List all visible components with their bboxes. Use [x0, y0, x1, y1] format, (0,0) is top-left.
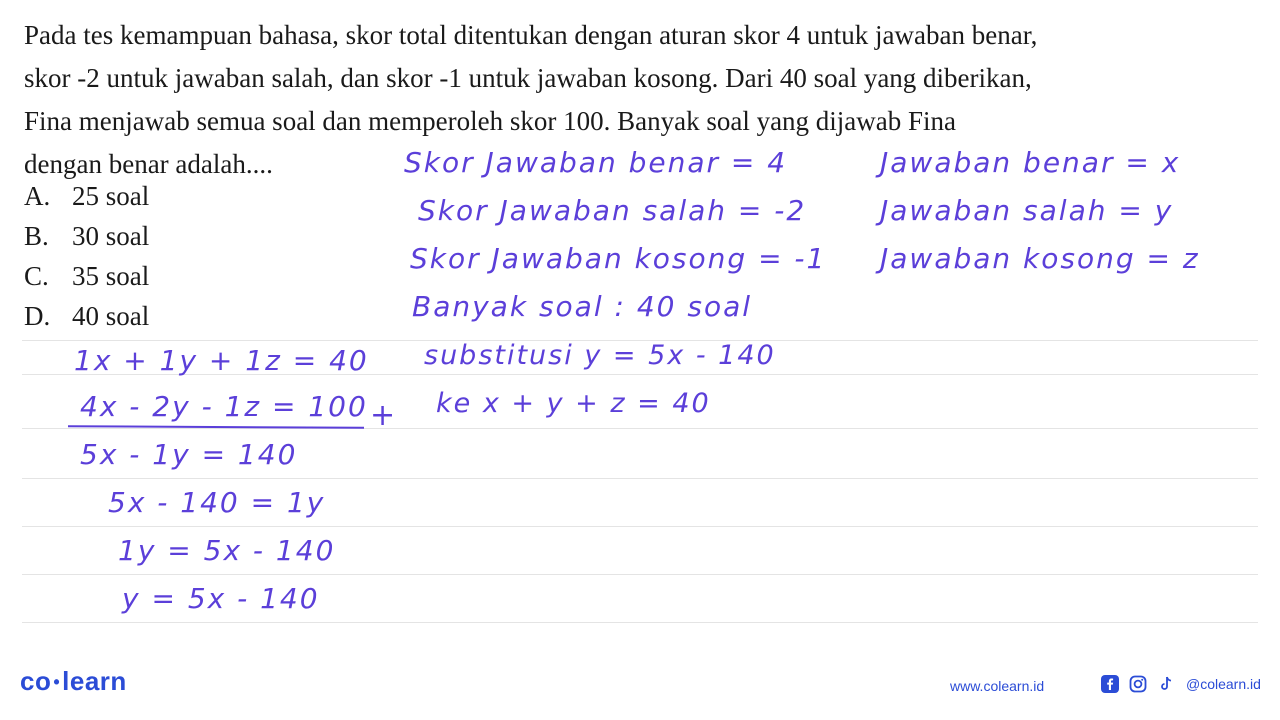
note-skor-benar: Skor Jawaban benar = 4 — [404, 146, 788, 179]
ruled-line — [22, 526, 1258, 527]
option-d[interactable] — [24, 296, 149, 336]
option-letter: A. — [24, 181, 51, 211]
note-var-kosong: Jawaban kosong = z — [880, 242, 1200, 275]
option-text: 35 soal — [72, 261, 150, 291]
option-letter: D. — [24, 301, 51, 331]
option-text: 25 soal — [72, 181, 150, 211]
tiktok-icon[interactable] — [1156, 674, 1176, 694]
problem-line: Fina menjawab semua soal dan memperoleh skor 100. Banyak soal yang dijawab Fina — [24, 106, 957, 136]
option-letter: C. — [24, 261, 49, 291]
note-var-salah: Jawaban salah = y — [880, 194, 1174, 227]
note-banyak-soal: Banyak soal : 40 soal — [412, 290, 753, 323]
note-skor-salah: Skor Jawaban salah = -2 — [418, 194, 807, 227]
footer — [0, 660, 1280, 720]
equation-2: 4x - 2y - 1z = 100 — [80, 390, 368, 423]
equation-1: 1x + 1y + 1z = 40 — [74, 344, 369, 377]
option-text: 30 soal — [72, 221, 150, 251]
ruled-line — [22, 478, 1258, 479]
ruled-line — [22, 622, 1258, 623]
website-link[interactable]: www.colearn.id — [950, 678, 1045, 694]
equation-4: 5x - 140 = 1y — [108, 486, 326, 519]
instagram-icon[interactable] — [1128, 674, 1148, 694]
equation-6: y = 5x - 140 — [122, 582, 320, 615]
equation-3: 5x - 1y = 140 — [80, 438, 298, 471]
problem-line: dengan benar adalah.... — [24, 149, 273, 179]
social-links — [1100, 674, 1261, 694]
substitution-line-1: substitusi y = 5x - 140 — [424, 340, 776, 371]
colearn-logo[interactable] — [20, 666, 127, 697]
logo-dot: • — [53, 672, 61, 692]
option-b[interactable] — [24, 216, 149, 256]
ruled-line — [22, 574, 1258, 575]
option-c[interactable] — [24, 256, 149, 296]
facebook-icon[interactable] — [1100, 674, 1120, 694]
ruled-line — [22, 428, 1258, 429]
problem-line: Pada tes kemampuan bahasa, skor total ditentukan dengan aturan skor 4 untuk jawaban benar, — [24, 20, 1038, 50]
problem-line: skor -2 untuk jawaban salah, dan skor -1 untuk jawaban kosong. Dari 40 soal yang diberikan, — [24, 63, 1032, 93]
substitution-line-2: ke x + y + z = 40 — [436, 388, 711, 419]
note-skor-kosong: Skor Jawaban kosong = -1 — [410, 242, 827, 275]
option-text: 40 soal — [72, 301, 150, 331]
option-a[interactable] — [24, 176, 149, 216]
option-letter: B. — [24, 221, 49, 251]
logo-text-co: co — [20, 666, 52, 696]
social-handle[interactable]: @colearn.id — [1186, 676, 1261, 692]
note-var-benar: Jawaban benar = x — [880, 146, 1181, 179]
logo-text-learn: learn — [62, 666, 127, 696]
equation-5: 1y = 5x - 140 — [118, 534, 336, 567]
plus-sign: + — [370, 398, 396, 433]
